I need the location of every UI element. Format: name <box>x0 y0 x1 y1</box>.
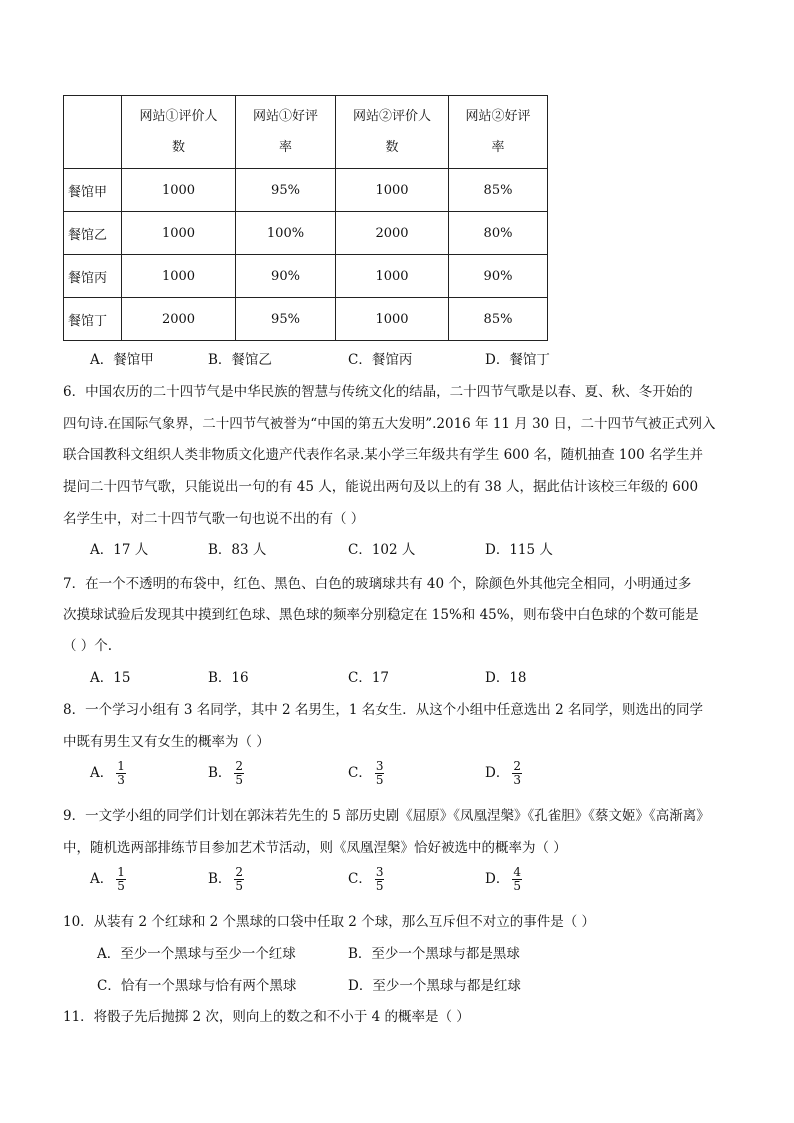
table-row <box>64 212 548 255</box>
q5-option-b: B．餐馆乙 <box>208 352 272 368</box>
table-header-cell: 网站①好评 率 <box>236 96 336 169</box>
q7-option-d: D．18 <box>485 670 527 686</box>
table-cell: 95% <box>236 169 336 212</box>
q6-option-d: D．115 人 <box>485 542 553 558</box>
fraction: $\frac{2}{5}$ <box>235 865 244 893</box>
table-cell: 80% <box>449 212 548 255</box>
q7-option-b: B．16 <box>208 670 249 686</box>
table-cell: 2000 <box>122 298 236 341</box>
fraction: $\frac{4}{5}$ <box>513 865 521 893</box>
q10-option-a: A．至少一个黑球与至少一个红球 <box>97 946 296 962</box>
q8-option-a: A． $\frac{1}{3}$ <box>90 759 125 787</box>
q8-option-c: C． $\frac{3}{5}$ <box>348 759 384 787</box>
table-cell: 1000 <box>122 255 236 298</box>
q7-text-line: 次摸球试验后发现其中摸到红色球、黑色球的频率分别稳定在 15%和 45%，则布袋中白色球的个数可能是 <box>63 607 699 623</box>
fraction: $\frac{3}{5}$ <box>375 759 384 787</box>
fraction: $\frac{2}{5}$ <box>235 759 244 787</box>
table-cell: 餐馆甲 <box>64 169 122 212</box>
table-cell: 餐馆丙 <box>64 255 122 298</box>
table-header-cell <box>64 96 122 169</box>
q8-option-d: D． $\frac{2}{3}$ <box>485 759 521 787</box>
q8-text-line: 8．一个学习小组有 3 名同学，其中 2 名男生，1 名女生．从这个小组中任意选出 2 名同学，则选出的同学 <box>63 702 703 718</box>
q9-option-d: D． $\frac{4}{5}$ <box>485 865 521 893</box>
q6-text-line: 联合国教科文组织人类非物质文化遗产代表作名录.某小学三年级共有学生 600 名，随机抽查 100 名学生并 <box>63 447 703 463</box>
q7-option-a: A．15 <box>90 670 131 686</box>
table-cell: 85% <box>449 298 548 341</box>
q9-option-b: B． $\frac{2}{5}$ <box>208 865 244 893</box>
q6-text-line: 6．中国农历的二十四节气是中华民族的智慧与传统文化的结晶，二十四节气歌是以春、夏、秋、冬开始的 <box>63 384 693 400</box>
table-cell: 85% <box>449 169 548 212</box>
table-row <box>64 255 548 298</box>
table-row <box>64 298 548 341</box>
q7-option-c: C．17 <box>348 670 390 686</box>
table-cell: 90% <box>236 255 336 298</box>
table-cell: 1000 <box>122 212 236 255</box>
table-cell: 1000 <box>336 255 449 298</box>
q6-text-line: 四句诗.在国际气象界，二十四节气被誉为“中国的第五大发明”.2016 年 11 月 30 日，二十四节气被正式列入 <box>63 416 716 432</box>
q5-option-d: D．餐馆丁 <box>485 352 550 368</box>
fraction: $\frac{1}{3}$ <box>117 759 125 787</box>
table-cell: 100% <box>236 212 336 255</box>
q9-text-line: 中，随机选两部排练节目参加艺术节活动，则《凤凰涅槃》恰好被选中的概率为（ ） <box>63 840 567 856</box>
q7-text-line: （ ）个. <box>63 638 113 654</box>
table-cell: 1000 <box>122 169 236 212</box>
q5-option-a: A．餐馆甲 <box>90 352 154 368</box>
q6-option-c: C．102 人 <box>348 542 416 558</box>
fraction: $\frac{1}{5}$ <box>117 865 125 893</box>
q9-option-c: C． $\frac{3}{5}$ <box>348 865 384 893</box>
restaurant-rating-table <box>63 95 548 341</box>
q6-text-line: 名学生中，对二十四节气歌一句也说不出的有（ ） <box>63 511 365 527</box>
table-header-cell: 网站②评价人 数 <box>336 96 449 169</box>
table-header-cell: 网站①评价人 数 <box>122 96 236 169</box>
table-cell: 餐馆乙 <box>64 212 122 255</box>
q11-text-line: 11．将骰子先后抛掷 2 次，则向上的数之和不小于 4 的概率是（ ） <box>63 1009 470 1025</box>
q6-option-b: B．83 人 <box>208 542 267 558</box>
q10-option-b: B．至少一个黑球与都是黑球 <box>348 946 520 962</box>
fraction: $\frac{2}{3}$ <box>513 759 521 787</box>
table-header-row <box>64 96 548 169</box>
q5-option-c: C．餐馆丙 <box>348 352 413 368</box>
fraction: $\frac{3}{5}$ <box>375 865 384 893</box>
q7-text-line: 7．在一个不透明的布袋中，红色、黑色、白色的玻璃球共有 40 个，除颜色外其他完全相同，小明通过多 <box>63 576 692 592</box>
q10-option-c: C．恰有一个黑球与恰有两个黑球 <box>97 978 297 994</box>
table-cell: 2000 <box>336 212 449 255</box>
q10-text-line: 10．从装有 2 个红球和 2 个黑球的口袋中任取 2 个球，那么互斥但不对立的事件是（ ） <box>63 914 595 930</box>
q10-option-d: D．至少一个黑球与都是红球 <box>348 978 521 994</box>
q6-text-line: 提问二十四节气歌，只能说出一句的有 45 人，能说出两句及以上的有 38 人，据此估计该校三年级的 600 <box>63 479 699 495</box>
table-header-cell: 网站②好评 率 <box>449 96 548 169</box>
table-cell: 90% <box>449 255 548 298</box>
q9-option-a: A． $\frac{1}{5}$ <box>90 865 125 893</box>
table-cell: 95% <box>236 298 336 341</box>
q8-option-b: B． $\frac{2}{5}$ <box>208 759 244 787</box>
table-cell: 1000 <box>336 298 449 341</box>
table-cell: 1000 <box>336 169 449 212</box>
q8-text-line: 中既有男生又有女生的概率为（ ） <box>63 734 270 750</box>
q9-text-line: 9．一文学小组的同学们计划在郭沫若先生的 5 部历史剧《屈原》《凤凰涅槃》《孔雀胆》《蔡文姬》《高渐离》 <box>63 808 710 824</box>
table-cell: 餐馆丁 <box>64 298 122 341</box>
q6-option-a: A．17 人 <box>90 542 149 558</box>
table-row <box>64 169 548 212</box>
